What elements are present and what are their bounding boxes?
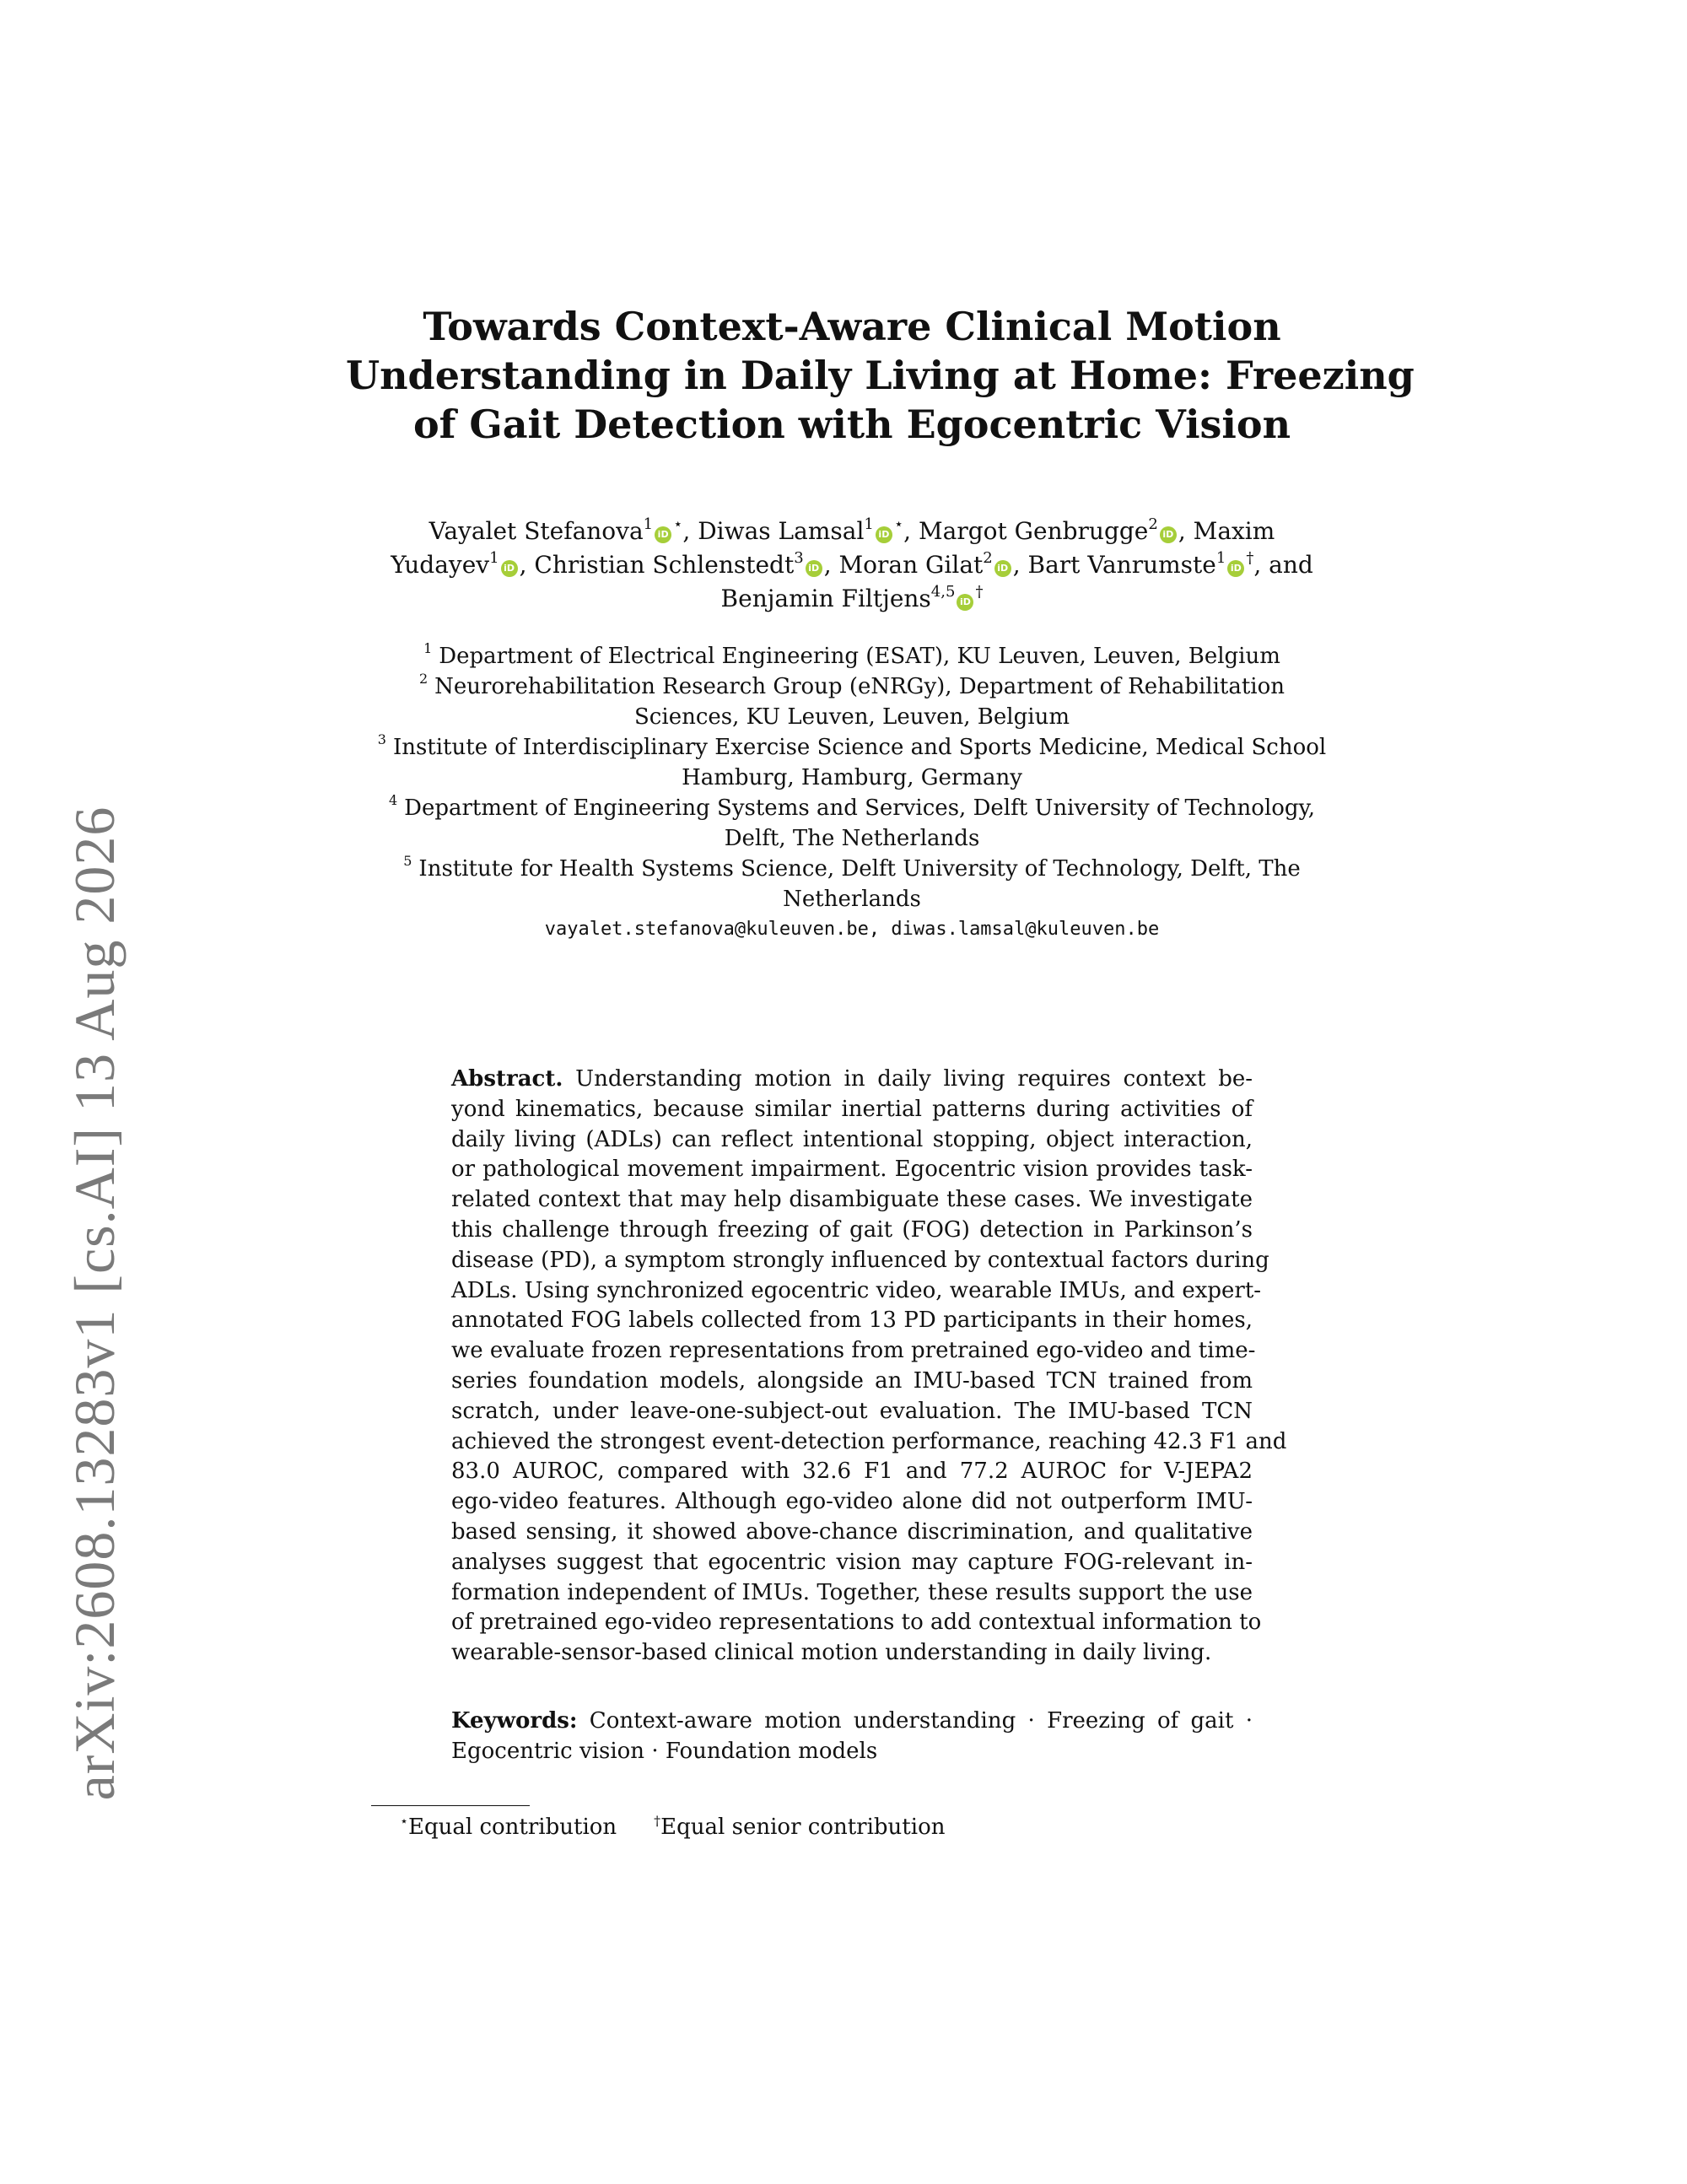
- abstract-line: 83.0 AUROC, compared with 32.6 F1 and 77.2 AUROC for V-JEPA2: [451, 1459, 1253, 1485]
- affiliation-4-cont: Delft, The Netherlands: [724, 826, 980, 851]
- title-line: Towards Context-Aware Clinical Motion: [423, 304, 1281, 349]
- abstract: [451, 1065, 1287, 1669]
- orcid-icon[interactable]: iD: [806, 560, 822, 577]
- abstract-line: related context that may help disambiguate these cases. We investigate: [451, 1187, 1253, 1213]
- orcid-icon[interactable]: iD: [957, 594, 973, 611]
- orcid-icon[interactable]: iD: [1160, 526, 1177, 543]
- keywords-label: Keywords:: [451, 1708, 578, 1734]
- title-line: Understanding in Daily Living at Home: Freezing: [346, 353, 1415, 398]
- author-name: Moran Gilat: [838, 551, 984, 579]
- orcid-icon[interactable]: iD: [994, 560, 1011, 577]
- affiliation-2: $^2$ Neurorehabilitation Research Group (eNRGy), Department of Rehabilitation: [418, 671, 1285, 699]
- author-line: [321, 548, 1383, 582]
- affiliation-2-cont: Sciences, KU Leuven, Leuven, Belgium: [634, 704, 1070, 730]
- author-name: Margot Genbrugge: [918, 517, 1149, 545]
- abstract-label: Abstract.: [451, 1066, 563, 1092]
- abstract-line: achieved the strongest event-detection performance, reaching 42.3 F1 and: [451, 1428, 1287, 1454]
- author-separator: ,: [682, 517, 698, 545]
- orcid-icon[interactable]: iD: [655, 526, 671, 543]
- affiliation-5-cont: Netherlands: [783, 887, 921, 912]
- abstract-line: based sensing, it showed above-chance discrimination, and qualitative: [451, 1518, 1253, 1545]
- author-affiliation-number: 4,5: [930, 583, 956, 601]
- author-contribution-mark: ⋆: [673, 515, 683, 533]
- abstract-line: yond kinematics, because similar inertial patterns during activities of: [451, 1096, 1253, 1122]
- abstract-line: of pretrained ego-video representations to add contextual information to: [451, 1610, 1262, 1636]
- abstract-line: ADLs. Using synchronized egocentric video, wearable IMUs, and expert-: [451, 1277, 1262, 1303]
- author-contribution-mark: †: [975, 583, 984, 601]
- abstract-line: scratch, under leave-one-subject-out evaluation. The IMU-based TCN: [451, 1398, 1253, 1424]
- author-separator: ,: [519, 551, 535, 579]
- author-affiliation-number: 1: [643, 515, 654, 533]
- author-separator: ,: [823, 551, 839, 579]
- abstract-line: wearable-sensor-based clinical motion understanding in daily living.: [451, 1640, 1212, 1666]
- author-line: [321, 582, 1383, 616]
- abstract-line: series foundation models, alongside an IMU-based TCN trained from: [451, 1367, 1253, 1394]
- orcid-icon[interactable]: iD: [501, 560, 518, 577]
- footnote-equal-senior-contribution: †Equal senior contribution: [654, 1813, 946, 1840]
- abstract-line: Abstract. Understanding motion in daily living requires context be-: [451, 1066, 1253, 1092]
- abstract-line: analyses suggest that egocentric vision may capture FOG-relevant in-: [451, 1549, 1253, 1575]
- author-contribution-mark: ⋆: [893, 515, 904, 533]
- author-emails[interactable]: vayalet.stefanova@kuleuven.be, diwas.lamsal@kuleuven.be: [544, 919, 1160, 940]
- author-affiliation-number: 1: [1215, 549, 1226, 567]
- author-list: [321, 515, 1383, 616]
- keywords-line: Egocentric vision · Foundation models: [451, 1739, 878, 1764]
- title-line: of Gait Detection with Egocentric Vision: [412, 402, 1291, 447]
- keywords: [451, 1706, 1253, 1766]
- author-affiliation-number: 1: [864, 515, 874, 533]
- affiliation-3-cont: Hamburg, Hamburg, Germany: [682, 765, 1022, 790]
- abstract-line: we evaluate frozen representations from pretrained ego-video and time-: [451, 1338, 1256, 1364]
- abstract-line: daily living (ADLs) can reflect intentional stopping, object interaction,: [451, 1126, 1253, 1152]
- affiliations: [337, 641, 1366, 945]
- author-separator: ,: [903, 517, 919, 545]
- affiliation-4: $^4$ Department of Engineering Systems and Services, Delft University of Technology,: [388, 792, 1316, 821]
- abstract-line: formation independent of IMUs. Together, these results support the use: [451, 1579, 1253, 1605]
- author-line: [321, 515, 1383, 548]
- author-name: Yudayev: [391, 551, 490, 579]
- author-separator: ,: [1012, 551, 1028, 579]
- author-affiliation-number: 2: [983, 549, 993, 567]
- footnote-rule: [371, 1805, 530, 1806]
- author-affiliation-number: 3: [794, 549, 804, 567]
- orcid-icon[interactable]: iD: [1227, 560, 1244, 577]
- abstract-line: ego-video features. Although ego-video alone did not outperform IMU-: [451, 1489, 1253, 1515]
- footnote-equal-contribution: ⋆Equal contribution: [400, 1813, 617, 1840]
- author-separator: , Maxim: [1178, 517, 1275, 545]
- author-affiliation-number: 2: [1148, 515, 1158, 533]
- orcid-icon[interactable]: iD: [876, 526, 892, 543]
- affiliation-3: $^3$ Institute of Interdisciplinary Exercise Science and Sports Medicine, Medical School: [377, 731, 1327, 760]
- author-name: Benjamin Filtjens: [720, 585, 931, 612]
- arxiv-identifier: arXiv:2608.13283v1 [cs.AI] 13 Aug 2026: [62, 806, 127, 1801]
- author-name: Bart Vanrumste: [1027, 551, 1216, 579]
- author-name: Diwas Lamsal: [698, 517, 865, 545]
- abstract-line: or pathological movement impairment. Egocentric vision provides task-: [451, 1157, 1253, 1183]
- affiliation-1: $^1$ Department of Electrical Engineering (ESAT), KU Leuven, Leuven, Belgium: [423, 640, 1280, 669]
- footnotes: [400, 1812, 1159, 1842]
- author-separator: , and: [1253, 551, 1313, 579]
- abstract-line: this challenge through freezing of gait (FOG) detection in Parkinson’s: [451, 1216, 1253, 1243]
- abstract-line: annotated FOG labels collected from 13 PD participants in their homes,: [451, 1308, 1253, 1334]
- author-name: Christian Schlenstedt: [534, 551, 795, 579]
- affiliation-5: $^5$ Institute for Health Systems Science, Delft University of Technology, Delft, The: [403, 853, 1301, 882]
- abstract-line: disease (PD), a symptom strongly influenced by contextual factors during: [451, 1247, 1269, 1273]
- author-name: Vayalet Stefanova: [428, 517, 644, 545]
- author-contribution-mark: †: [1246, 549, 1254, 567]
- keywords-line: Keywords: Context-aware motion understanding · Freezing of gait ·: [451, 1708, 1253, 1734]
- paper-title: [346, 302, 1415, 449]
- author-affiliation-number: 1: [489, 549, 499, 567]
